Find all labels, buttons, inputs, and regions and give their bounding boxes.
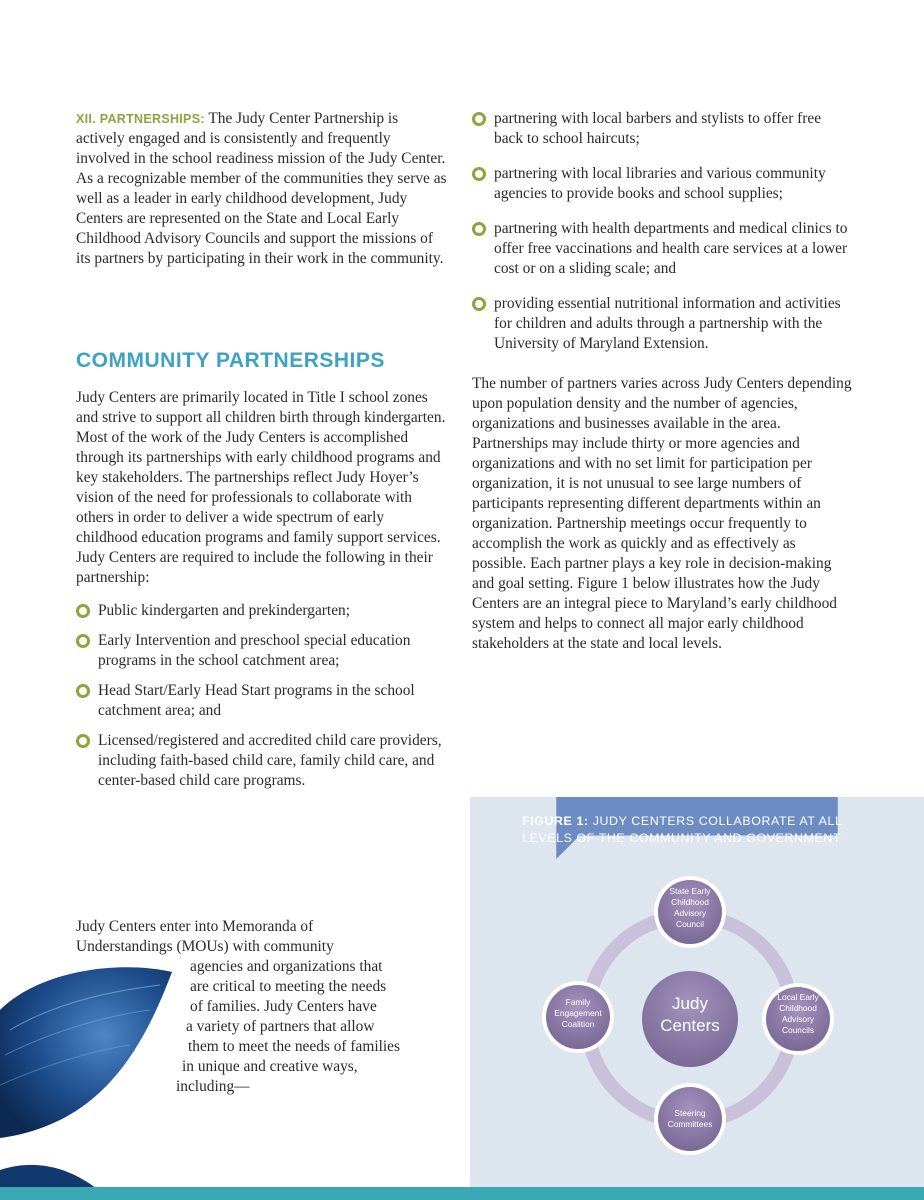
partnerships-intro-text: The Judy Center Partnership is actively engaged and is consistently and frequently involved in the school readiness mission of the Judy Center. As a recognizable member of the communities they serve as well as a leader in early childhood development, Judy Centers are represented on the State and Local Early Childhood Advisory Councils and support the missions of its partners by participating in their work in the community. [76, 110, 447, 267]
list-item: Public kindergarten and prekindergarten; [76, 601, 448, 621]
mou-line: them to meet the needs of families [188, 1038, 400, 1055]
list-item: providing essential nutritional information and activities for children and adults through a partnership with the University of Maryland Extension. [472, 294, 852, 354]
partner-examples-list [472, 109, 852, 354]
node-label-line: Steering [674, 1108, 706, 1118]
list-item: partnering with health departments and medical clinics to offer free vaccinations and health care services at a lower cost or on a sliding scale; and [472, 219, 852, 279]
list-item: partnering with local libraries and various community agencies to provide books and school supplies; [472, 164, 852, 204]
mou-line: including— [176, 1078, 250, 1095]
node-label-line: Coalition [561, 1019, 595, 1029]
figure-caption-lead: FIGURE 1: [522, 814, 589, 828]
bottom-accent-bar [0, 1187, 924, 1200]
node-label-line: Childhood [671, 897, 709, 907]
partnerships-lead: XII. PARTNERSHIPS: [76, 112, 205, 126]
list-item: partnering with local barbers and stylists to offer free back to school haircuts; [472, 109, 852, 149]
list-item: Head Start/Early Head Start programs in the school catchment area; and [76, 681, 448, 721]
decorative-swirl-graphic [0, 960, 190, 1200]
community-partnerships-heading: COMMUNITY PARTNERSHIPS [76, 349, 385, 372]
mou-line: Understandings (MOUs) with community [76, 938, 334, 955]
bullet-icon [472, 222, 486, 236]
figure-caption-line2: LEVELS OF THE COMMUNITY AND GOVERNMENT [522, 831, 842, 845]
bullet-icon [472, 167, 486, 181]
right-column [472, 109, 852, 654]
collaboration-diagram [470, 797, 924, 1189]
mou-line: in unique and creative ways, [182, 1058, 358, 1075]
node-label-line: Engagement [554, 1008, 602, 1018]
figure-caption-line1: JUDY CENTERS COLLABORATE AT ALL [588, 814, 843, 828]
node-label-line: State Early [669, 886, 711, 896]
figure-1-panel [470, 797, 924, 1189]
mou-line: are critical to meeting the needs [190, 978, 387, 995]
mou-line: agencies and organizations that [190, 958, 383, 975]
node-label-line: Childhood [779, 1003, 817, 1013]
node-label-line: Local Early [777, 992, 819, 1002]
center-node-label-line: Centers [660, 1016, 720, 1035]
center-node-label-line: Judy [672, 994, 708, 1013]
bullet-icon [76, 684, 90, 698]
partnerships-intro-paragraph [76, 109, 448, 269]
bullet-icon [76, 634, 90, 648]
mou-line: Judy Centers enter into Memoranda of [76, 918, 314, 935]
node-label-line: Advisory [781, 1014, 815, 1024]
partners-vary-paragraph: The number of partners varies across Judy Centers depending upon population density and the number of agencies, organizations and businesses available in the area. Partnerships may include thirty or more agencies and organizations and with no set limit for participation per organization, it is not unusual to see large numbers of participants representing different departments within an organization. Partnership meetings occur frequently to accomplish the work as quickly and as effectively as possible. Each partner plays a key role in decision-making and goal setting. Figure 1 below illustrates how the Judy Centers are an integral piece to Maryland’s early childhood system and helps to connect all major early childhood stakeholders at the state and local levels. [472, 375, 852, 652]
node-label-line: Council [676, 919, 704, 929]
left-column [76, 109, 448, 269]
node-label-line: Committees [667, 1119, 713, 1129]
community-partnerships-body: Judy Centers are primarily located in Title I school zones and strive to support all children birth through kindergarten. Most of the work of the Judy Centers is accomplished through its partnerships with early childhood programs and key stakeholders. The partnerships reflect Judy Hoyer’s vision of the need for professionals to collaborate with others in order to deliver a wide spectrum of early childhood education programs and family support services. Judy Centers are required to include the following in their partnership: [76, 389, 446, 586]
list-item: Early Intervention and preschool special education programs in the school catchment area; [76, 631, 448, 671]
left-column-body [76, 388, 448, 791]
node-label-line: Councils [781, 1025, 815, 1035]
bullet-icon [472, 112, 486, 126]
mou-line: of families. Judy Centers have [190, 998, 377, 1015]
list-item: Licensed/registered and accredited child care providers, including faith-based child care, family child care, and center-based child care programs. [76, 731, 448, 791]
required-partners-list [76, 601, 448, 791]
bullet-icon [76, 604, 90, 618]
node-label-line: Advisory [673, 908, 707, 918]
node-label-line: Family [565, 997, 591, 1007]
bullet-icon [472, 297, 486, 311]
bullet-icon [76, 734, 90, 748]
mou-line: a variety of partners that allow [186, 1018, 375, 1035]
